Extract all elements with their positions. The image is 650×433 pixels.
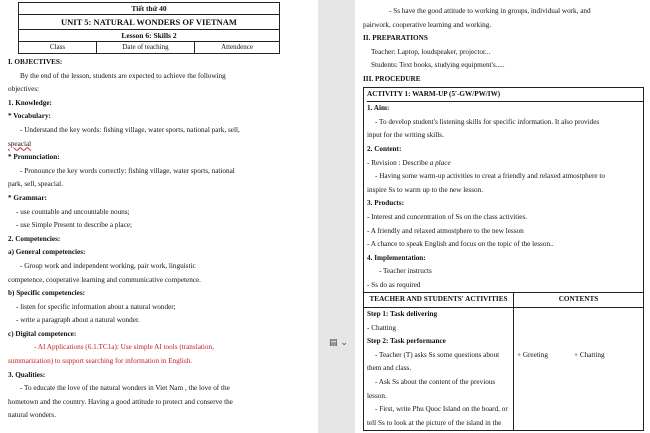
activity-title: ACTIVITY 1: WARM-UP (5'-GW/PW/IW) <box>367 88 643 103</box>
products-heading: 3. Products: <box>367 199 405 208</box>
lesson-header-table <box>18 2 280 54</box>
grammar-heading: * Grammar: <box>8 193 47 202</box>
comment-icon[interactable]: ▤ ⌄ <box>329 338 348 348</box>
paragraph-line: - A friendly and relaxed atmostphere to the new lesson <box>367 226 524 235</box>
col-attendence: Attendence <box>221 43 253 51</box>
activities-cell <box>364 308 514 430</box>
col-activities: TEACHER AND STUDENTS' ACTIVITIES <box>364 293 514 307</box>
col-contents: CONTENTS <box>558 295 599 304</box>
vocabulary-heading: * Vocabulary: <box>8 112 51 121</box>
left-page <box>0 0 318 433</box>
table-header-row <box>364 292 643 307</box>
header-columns <box>19 42 279 53</box>
paragraph-line: natural wonders. <box>8 411 56 420</box>
paragraph-line: - First, write Phu Quoc Island on the board, or <box>375 405 508 414</box>
left-body <box>8 56 308 423</box>
specific-competencies-heading: b) Specific competencies: <box>8 289 86 298</box>
paragraph-line: input for the writing skills. <box>367 131 444 140</box>
paragraph-line: - Having some warm-up activities to creat a friendly and relaxed atmostphere to <box>375 172 605 181</box>
paragraph-line: tell Ss to look at the picture of the island in the <box>367 418 502 427</box>
right-page <box>355 0 650 433</box>
paragraph-line: inspire Ss to warm up to the new lesson. <box>367 185 483 194</box>
paragraph-line: hometown and the country. Having a good attitude to protect and conserve the <box>8 397 233 406</box>
paragraph-line: pairwork, cooperative learning and working. <box>363 20 492 29</box>
paragraph-line: - write a paragraph about a natural wonder. <box>16 316 140 325</box>
competencies-heading: 2. Competencies: <box>8 234 61 243</box>
paragraph-line: park, sell, speacial. <box>8 180 63 189</box>
pronunciation-heading: * Pronunciation: <box>8 153 60 162</box>
col-date: Date of teaching <box>97 42 195 53</box>
paragraph-line: By the end of the lesson, students are expected to achieve the following <box>20 71 226 80</box>
right-intro <box>363 5 644 87</box>
ai-applications-line: - AI Applications (6.1.TC1a): Use simple AI tools (translation, <box>34 343 214 352</box>
implementation-heading: 4. Implementation: <box>367 253 426 262</box>
ai-applications-line: summarization) to support searching for information in English. <box>8 357 193 366</box>
paragraph-line: - Ss do as required <box>367 280 421 289</box>
contents-cell <box>514 308 643 430</box>
procedure-heading: III. PROCEDURE <box>363 74 421 83</box>
paragraph-line: - Interest and concentration of Ss on the class activities. <box>367 212 528 221</box>
paragraph-line: objectives: <box>8 85 40 94</box>
contents-line: + Greeting + Chatting <box>517 350 605 359</box>
paragraph-line: - use Simple Present to describe a place; <box>16 221 132 230</box>
paragraph-line: them and class. <box>367 364 412 373</box>
paragraph-line: - A chance to speak English and focus on the topic of the lesson.. <box>367 240 554 249</box>
step2-title: Step 2: Task performance <box>367 337 446 346</box>
paragraph-line: - Teacher instructs <box>379 267 432 276</box>
step1-title: Step 1: Task delivering <box>367 310 438 319</box>
col-class: Class <box>19 42 97 53</box>
paragraph-line: - Pronounce the key words correctly: fishing village, water sports, national <box>20 166 235 175</box>
unit-title: UNIT 5: NATURAL WONDERS OF VIETNAM <box>19 15 279 30</box>
step1-line: - Chatting <box>367 323 396 332</box>
preparations-heading: II. PREPARATIONS <box>363 34 428 43</box>
paragraph-line: - Understand the key words: fishing village, water sports, national park, sell, <box>20 125 240 134</box>
general-competencies-heading: a) General competencies: <box>8 248 86 257</box>
knowledge-heading: 1. Knowledge: <box>8 98 52 107</box>
procedure-table <box>363 87 644 432</box>
paragraph-line: - Group work and independent working, pair work, linguistic <box>20 261 196 270</box>
revision-line: - Revision : Describe a place <box>367 158 451 167</box>
paragraph-line: - To educate the love of the natural wonders in Viet Nam , the love of the <box>20 384 230 393</box>
paragraph-line: - Ask Ss about the content of the previous <box>375 378 496 387</box>
paragraph-line: lesson. <box>367 391 387 400</box>
paragraph-line: - Ss have the good attitude to working in groups, individual work, and <box>389 7 591 15</box>
period-title: Tiết thứ 40 <box>19 3 279 15</box>
students-line: Students: Text books, studying equipment's..... <box>371 61 505 70</box>
content-heading: 2. Content: <box>367 144 402 153</box>
teacher-line: Teacher: Laptop, loudspeaker, projector... <box>371 47 491 56</box>
lesson-title: Lesson 6: Skills 2 <box>19 30 279 42</box>
page-gutter <box>318 0 355 433</box>
paragraph-line: - Teacher (T) asks Ss some questions about <box>375 350 500 359</box>
paragraph-line: speacial <box>8 139 32 148</box>
paragraph-line: - use countable and uncountable nouns; <box>16 207 130 216</box>
paragraph-line: - listen for specific information about a natural wonder; <box>16 302 176 311</box>
aim-heading: 1. Aim: <box>367 104 390 113</box>
qualities-heading: 3. Qualities: <box>8 370 46 379</box>
paragraph-line: competence, cooperative learning and communicative competence. <box>8 275 201 284</box>
objectives-heading: I. OBJECTIVES: <box>8 58 63 66</box>
table-body-row <box>364 307 643 430</box>
paragraph-line: - To develop student's listening skills for specific information. It also provides <box>375 117 600 126</box>
digital-competence-heading: c) Digital competence: <box>8 329 77 338</box>
activity-cell <box>364 88 643 293</box>
